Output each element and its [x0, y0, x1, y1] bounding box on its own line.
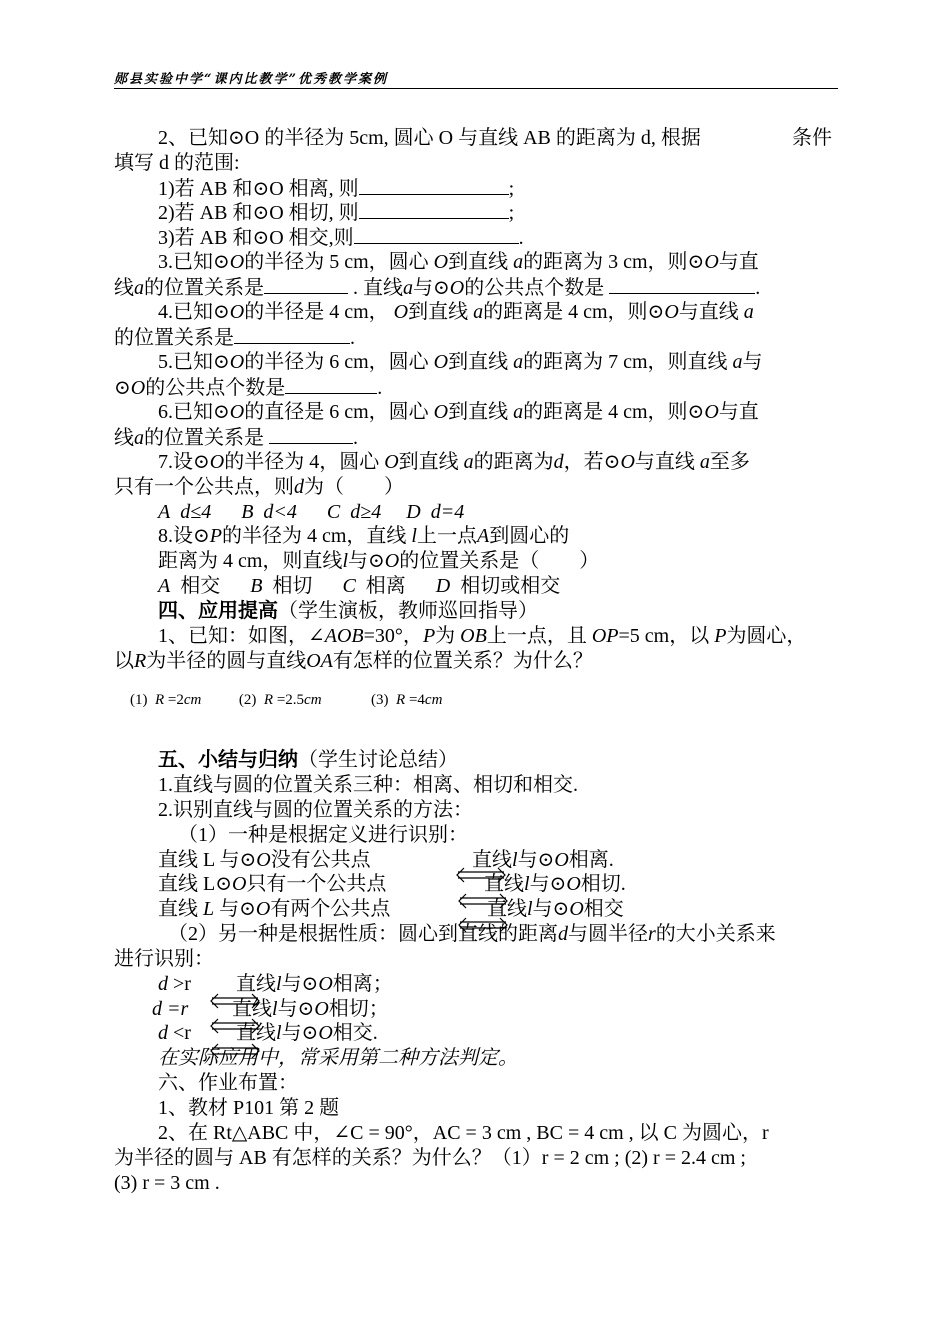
double-arrow-icon	[210, 1043, 260, 1059]
q2-sub1: 1)若 AB 和⊙O 相离, 则 ;	[158, 178, 515, 200]
section6-heading: 六、作业布置：	[158, 1072, 298, 1094]
q6-line2: 线a的位置关系是 .	[114, 427, 358, 449]
q2-line1-end: 条件	[792, 127, 832, 149]
q5-line2: ⊙O的公共点个数是 .	[114, 377, 383, 399]
q2-line2: 填写 d 的范围:	[114, 152, 240, 174]
q2-sub3: 3)若 AB 和⊙O 相交,则 .	[158, 227, 524, 249]
s5-method2-line2: 进行识别：	[114, 948, 214, 970]
prop-row2-right: 直线l与⊙O相切；	[232, 998, 389, 1020]
s4-q1-line2: 以R为半径的圆与直线OA有怎样的位置关系？为什么？	[114, 650, 593, 672]
hw-2-line1: 2、在 Rt△ABC 中，∠C = 90°，AC = 3 cm , BC = 4 cm , 以 C 为圆心，r	[158, 1122, 769, 1144]
double-arrow-icon	[210, 1018, 260, 1034]
q7-line2: 只有一个公共点，则d为（ ）	[114, 476, 404, 498]
double-arrow-icon	[456, 867, 506, 883]
q3-line2: 线a的位置关系是 . 直线a与⊙O的公共点个数是 .	[114, 277, 761, 299]
q5-line1: 5.已知⊙O的半径为 6 cm，圆心 O到直线 a的距离为 7 cm，则直线 a与	[158, 351, 763, 373]
prop-row2: d =r	[152, 998, 189, 1020]
def-row3-left: 直线 L 与⊙O有两个公共点	[158, 898, 391, 920]
prop-row3: d <r	[158, 1022, 191, 1044]
q2-sub2: 2)若 AB 和⊙O 相切, 则 ;	[158, 202, 515, 224]
header-title: 郧县实验中学“课内比教学”优秀教学案例	[114, 72, 388, 87]
q7-options: A d≤4 B d<4 C d≥4 D d=4	[158, 501, 465, 523]
def-row1-left: 直线 L 与⊙O没有公共点	[158, 849, 371, 871]
prop-row1: d >r	[158, 973, 191, 995]
s5-note: 在实际应用中，常采用第二种方法判定。	[158, 1047, 518, 1069]
s5-point2: 2.识别直线与圆的位置关系的方法：	[158, 799, 473, 821]
q6-line1: 6.已知⊙O的直径是 6 cm，圆心 O到直线 a的距离是 4 cm，则⊙O与直	[158, 401, 759, 423]
q4-line1: 4.已知⊙O的半径是 4 cm， O到直线 a的距离是 4 cm，则⊙O与直线 a	[158, 301, 754, 323]
hw-1: 1、教材 P101 第 2 题	[158, 1097, 340, 1119]
def-row3-right: 直线l与⊙O相交	[487, 898, 624, 920]
q3-line1: 3.已知⊙O的半径为 5 cm，圆心 O到直线 a的距离为 3 cm，则⊙O与直	[158, 251, 759, 273]
def-row2-left: 直线 L⊙O只有一个公共点	[158, 873, 387, 895]
page-header	[114, 66, 838, 89]
def-row1-right: 直线l与⊙O相离.	[472, 849, 614, 871]
prop-row3-right: 直线l与⊙O相交.	[236, 1022, 378, 1044]
q2-line1: 2、已知⊙O 的半径为 5cm, 圆心 O 与直线 AB 的距离为 d, 根据	[158, 127, 701, 149]
double-arrow-icon	[458, 917, 508, 933]
s4-q1-line1: 1、已知：如图，∠AOB=30°，P为 OB上一点，且 OP=5 cm，以 P为圆心，	[158, 625, 807, 647]
section5-heading: 五、小结与归纳（学生讨论总结）	[158, 749, 458, 771]
s5-method2-line1: （2）另一种是根据性质：圆心到直线的距离d与圆半径r的大小关系来	[168, 923, 776, 945]
q8-line2: 距离为 4 cm，则直线l与⊙O的位置关系是（ ）	[158, 550, 600, 572]
s5-point1: 1.直线与圆的位置关系三种：相离、相切和相交.	[158, 774, 578, 796]
double-arrow-icon	[458, 893, 508, 909]
s4-q1-cases: (1) R =2cm (2) R =2.5cm (3) R =4cm	[130, 692, 443, 708]
q4-line2: 的位置关系是 .	[114, 327, 355, 349]
q7-line1: 7.设⊙O的半径为 4，圆心 O到直线 a的距离为d，若⊙O与直线 a至多	[158, 451, 750, 473]
double-arrow-icon	[210, 993, 260, 1009]
s5-method1: （1）一种是根据定义进行识别：	[178, 824, 468, 846]
q8-line1: 8.设⊙P的半径为 4 cm，直线 l上一点A到圆心的	[158, 525, 570, 547]
q8-options: A 相交 B 相切 C 相离 D 相切或相交	[158, 575, 561, 597]
prop-row1-right: 直线l与⊙O相离；	[236, 973, 393, 995]
section4-heading: 四、应用提高（学生演板，教师巡回指导）	[158, 600, 538, 622]
hw-2-line3: (3) r = 3 cm .	[114, 1172, 220, 1194]
def-row2-right: 直线l与⊙O相切.	[484, 873, 626, 895]
hw-2-line2: 为半径的圆与 AB 有怎样的关系？为什么？（1）r = 2 cm ; (2) r = 2.4 cm ;	[114, 1147, 746, 1169]
